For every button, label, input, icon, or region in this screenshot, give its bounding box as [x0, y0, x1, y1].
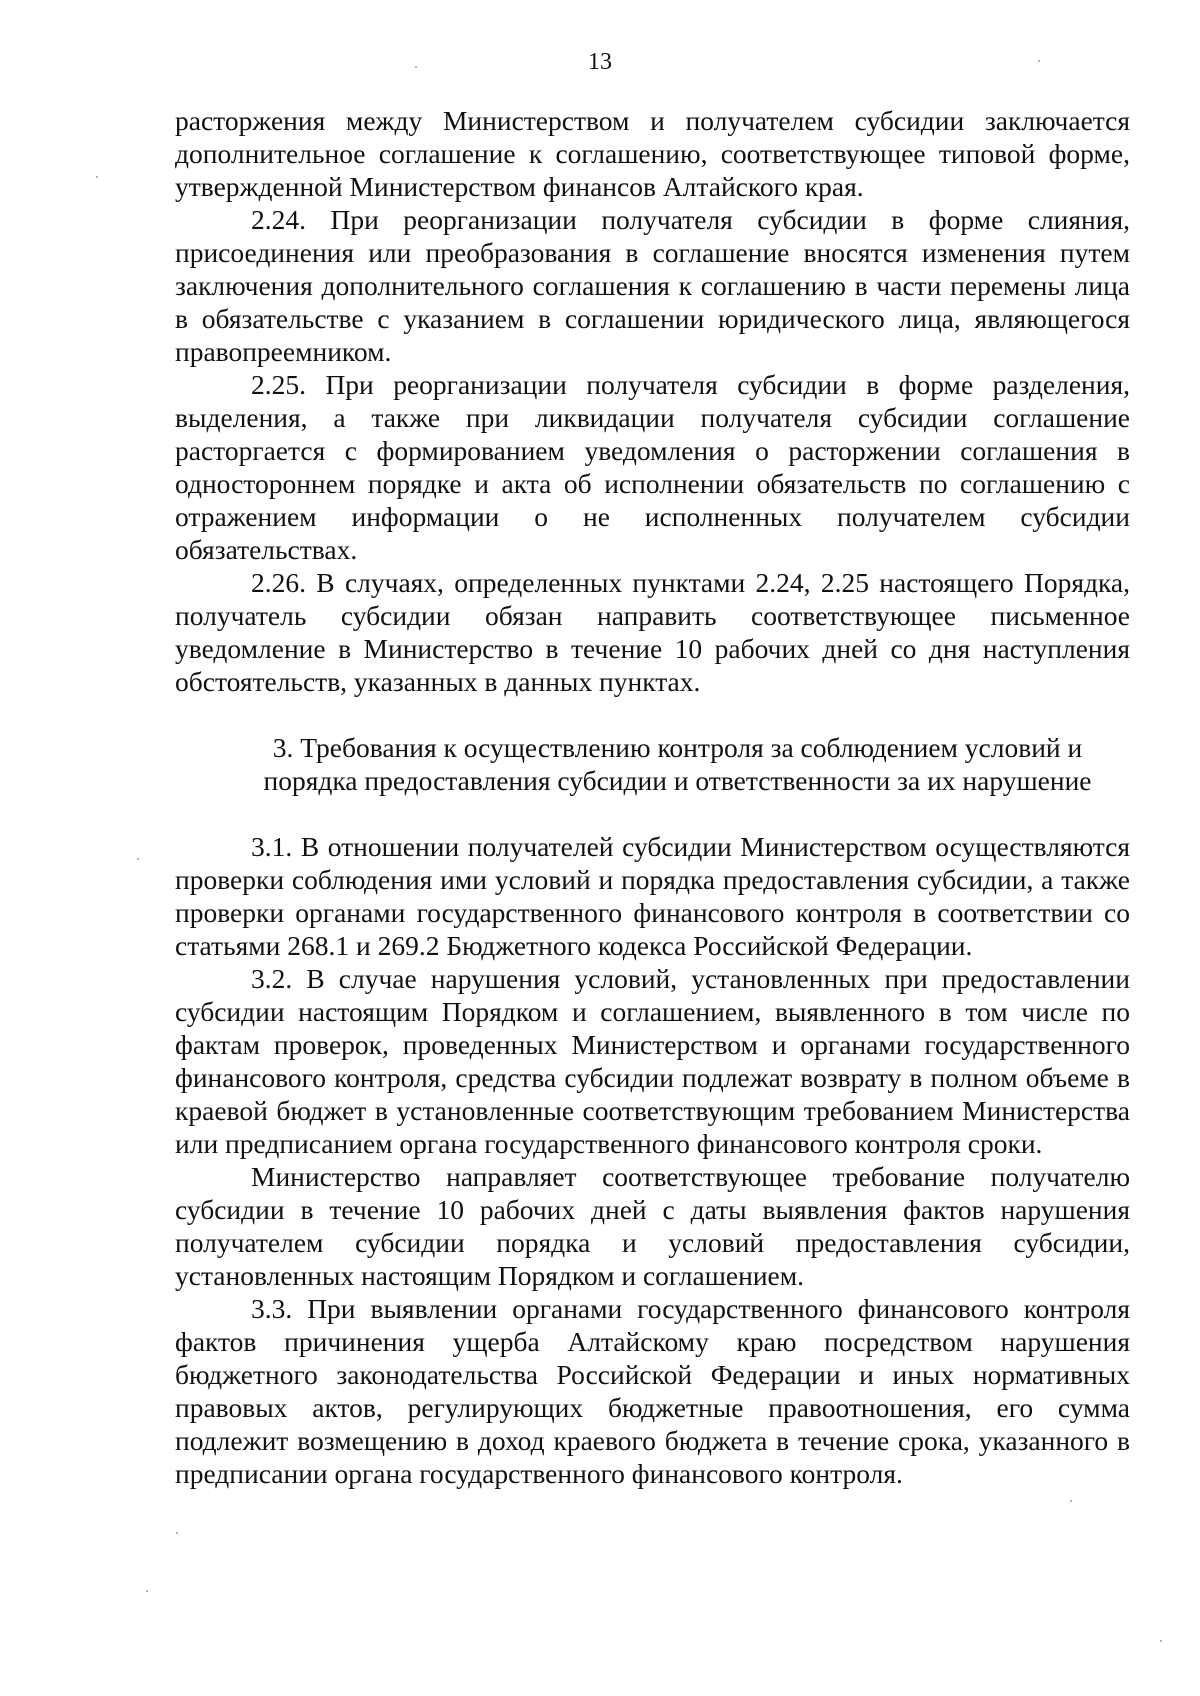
- section-gap-bottom: [175, 797, 1130, 830]
- scan-speck: [1160, 1640, 1162, 1642]
- page-number: 13: [588, 49, 612, 75]
- paragraph-2-25: 2.25. При реорганизации получателя субсидии в форме разделения, выделения, а также при ликвидации получателя субсидии соглашение расторгается с формированием уведомления о расторжении соглашения в одностороннем порядке и акта об исполнении обязательств по соглашению с отражением информации о не исполненных получателем субсидии обязательствах.: [175, 369, 1130, 565]
- scan-speck: [176, 1532, 178, 1534]
- scan-speck: [137, 858, 139, 860]
- paragraph-continuation: расторжения между Министерством и получателем субсидии заключается дополнительное соглашение к соглашению, соответствующее типовой форме, утвержденной Министерством финансов Алтайского края.: [175, 105, 1130, 202]
- scan-speck: [96, 176, 98, 178]
- paragraph-2-26: 2.26. В случаях, определенных пунктами 2.24, 2.25 настоящего Порядка, получатель субсидии обязан направить соответствующее письменное уведомление в Министерство в течение 10 рабочих дней со дня наступления обстоятельств, указанных в данных пунктах.: [175, 567, 1130, 697]
- section-heading-line-2: порядка предоставления субсидии и ответственности за их нарушение: [263, 765, 1092, 796]
- section-gap-top: [175, 698, 1130, 731]
- paragraph-2-24: 2.24. При реорганизации получателя субсидии в форме слияния, присоединения или преобразования в соглашение вносятся изменения путем заключения дополнительного соглашения к соглашению в части перемены лица в обязательстве с указанием в соглашении юридического лица, являющегося правопреемником.: [175, 204, 1130, 367]
- document-body: [175, 104, 1130, 1490]
- paragraph-3-2: 3.2. В случае нарушения условий, установленных при предоставлении субсидии настоящим Порядком и соглашением, выявленного в том числе по фактам проверок, проведенных Министерством и органами государственного финансового контроля, средства субсидии подлежат возврату в полном объеме в краевой бюджет в установленные соответствующим требованием Министерства или предписанием органа государственного финансового контроля сроки.: [175, 963, 1130, 1159]
- scan-speck: [1038, 60, 1040, 62]
- paragraph-3-3: 3.3. При выявлении органами государственного финансового контроля фактов причинения ущерба Алтайскому краю посредством нарушения бюджетного законодательства Российской Федерации и иных нормативных правовых актов, регулирующих бюджетные правоотношения, его сумма подлежит возмещению в доход краевого бюджета в течение срока, указанного в предписании органа государственного финансового контроля.: [175, 1293, 1130, 1489]
- scan-speck: [1070, 1500, 1072, 1502]
- section-heading-line-1: 3. Требования к осуществлению контроля за соблюдением условий и: [272, 732, 1083, 763]
- scan-speck: [146, 1590, 148, 1592]
- paragraph-3-1: 3.1. В отношении получателей субсидии Министерством осуществляются проверки соблюдения ими условий и порядка предоставления субсидии, а также проверки органами государственного финансового контроля в соответствии со статьями 268.1 и 269.2 Бюджетного кодекса Российской Федерации.: [175, 831, 1130, 961]
- paragraph-ministry-requirement: Министерство направляет соответствующее требование получателю субсидии в течение 10 рабочих дней с даты выявления фактов нарушения получателем субсидии порядка и условий предоставления субсидии, установленных настоящим Порядком и соглашением.: [175, 1161, 1130, 1291]
- scan-speck: [415, 66, 417, 68]
